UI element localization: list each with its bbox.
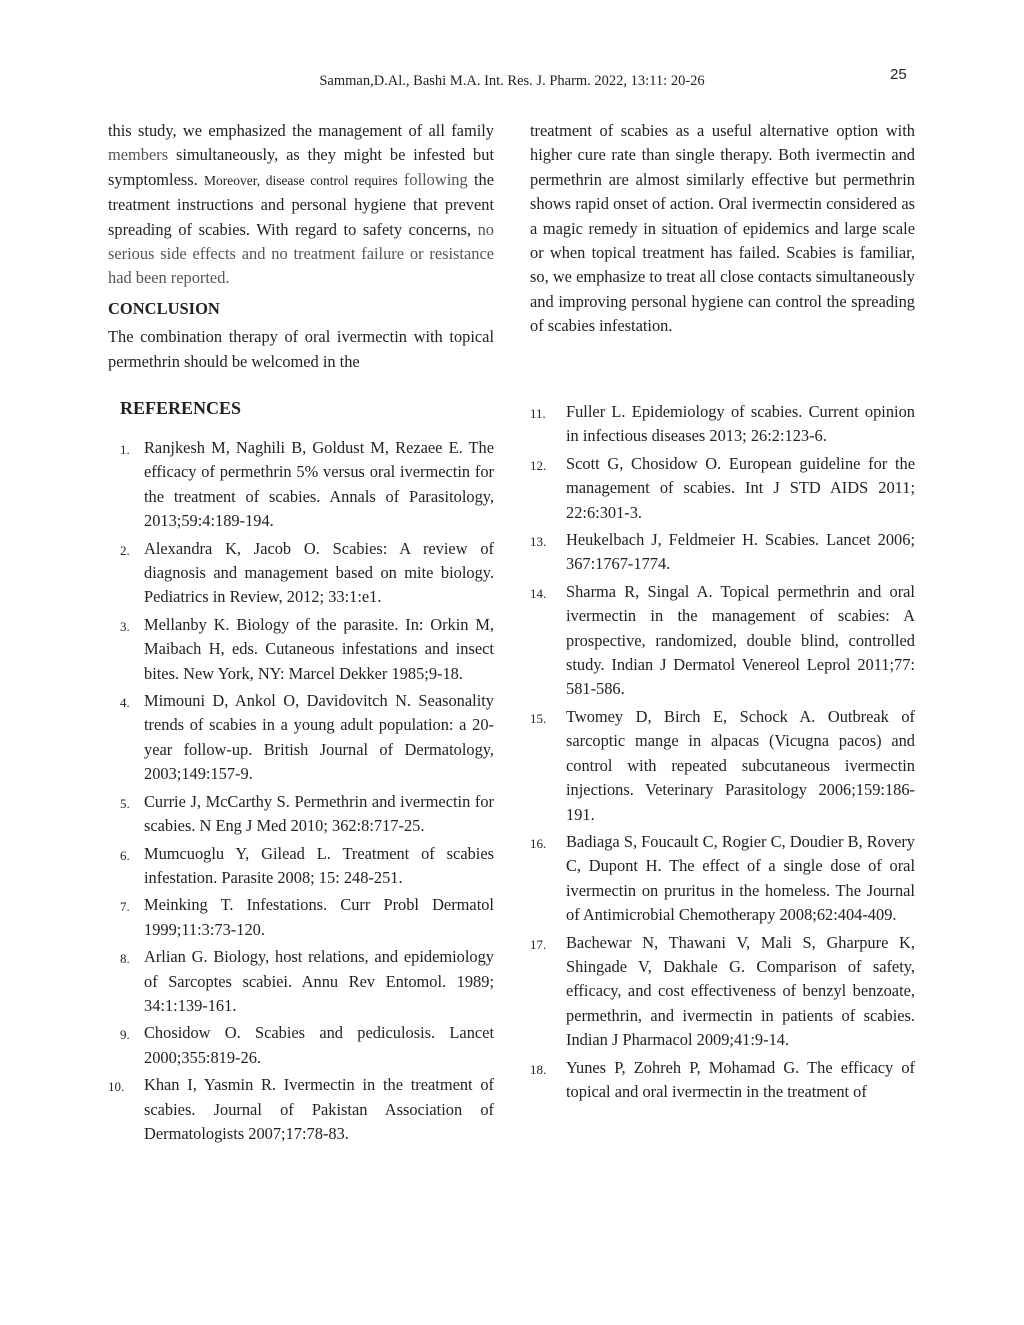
right-column-body	[530, 119, 915, 339]
reference-text: Ranjkesh M, Naghili B, Goldust M, Rezaee E. The efficacy of permethrin 5% versus oral ivermectin for the treatment of scabies. Annals of Parasitology, 2013;59:4:189-194.	[144, 438, 494, 531]
references-list-right	[530, 400, 915, 1107]
reference-number: 15.	[530, 710, 547, 726]
reference-text: Meinking T. Infestations. Curr Probl Dermatol 1999;11:3:73-120.	[144, 895, 494, 939]
reference-item	[108, 945, 494, 1018]
reference-number: 10.	[108, 1079, 125, 1095]
reference-number: 8.	[120, 951, 130, 967]
reference-number: 18.	[530, 1061, 547, 1077]
reference-item	[530, 580, 915, 702]
reference-item	[530, 452, 915, 525]
reference-item	[108, 436, 494, 534]
reference-item	[108, 1021, 494, 1070]
reference-number: 11.	[530, 406, 546, 421]
reference-text: Arlian G. Biology, host relations, and epidemiology of Sarcoptes scabiei. Annu Rev Entomol. 1989; 34:1:139-161.	[144, 947, 494, 1015]
reference-item	[530, 931, 915, 1053]
reference-text: Khan I, Yasmin R. Ivermectin in the treatment of scabies. Journal of Pakistan Association of Dermatologists 2007;17:78-83.	[144, 1075, 494, 1143]
reference-item	[530, 1056, 915, 1105]
reference-item	[108, 689, 494, 787]
reference-text: Chosidow O. Scabies and pediculosis. Lancet 2000;355:819-26.	[144, 1023, 494, 1067]
reference-number: 1.	[120, 442, 130, 457]
reference-item	[530, 528, 915, 577]
references-heading: REFERENCES	[120, 398, 242, 418]
reference-number: 13.	[530, 534, 547, 550]
reference-text: Badiaga S, Foucault C, Rogier C, Doudier B, Rovery C, Dupont H. The effect of a single dose of oral ivermectin on pruritus in the homeless. The Journal of Antimicrobial Chemotherapy 2008;62:404-409.	[566, 831, 915, 925]
reference-number: 2.	[120, 542, 130, 558]
reference-text: Mellanby K. Biology of the parasite. In: Orkin M, Maibach H, eds. Cutaneous infestations and insect bites. New York, NY: Marcel Dekker 1985;9-18.	[144, 614, 494, 683]
reference-text: Sharma R, Singal A. Topical permethrin and oral ivermectin in the management of scabies: A prospective, randomized, double blind, controlled study. Indian J Dermatol Venereol Leprol 2011;77: 581-586.	[566, 581, 915, 699]
reference-number: 14.	[530, 585, 547, 601]
reference-number: 12.	[530, 457, 547, 473]
reference-number: 9.	[120, 1027, 130, 1043]
reference-number: 3.	[120, 618, 130, 634]
reference-text: Alexandra K, Jacob O. Scabies: A review of diagnosis and management based on mite biology. Pediatrics in Review, 2012; 33:1:e1.	[144, 538, 494, 607]
reference-text: Fuller L. Epidemiology of scabies. Current opinion in infectious diseases 2013; 26:2:123-6.	[566, 402, 915, 446]
reference-item	[530, 705, 915, 827]
reference-item	[108, 790, 494, 839]
reference-item	[108, 893, 494, 942]
reference-number: 17.	[530, 936, 547, 952]
reference-text: Mimouni D, Ankol O, Davidovitch N. Seasonality trends of scabies in a young adult population: a 20-year follow-up. British Journal of Dermatology, 2003;149:157-9.	[144, 691, 494, 784]
reference-item	[530, 830, 915, 928]
references-list-left	[108, 436, 494, 1149]
reference-text: Mumcuoglu Y, Gilead L. Treatment of scabies infestation. Parasite 2008; 15: 248-251.	[144, 843, 494, 887]
conclusion-continued-paragraph: treatment of scabies as a useful alternative option with higher cure rate than single therapy. Both ivermectin and permethrin are almost similarly effective but permethrin shows rapid onset of action. Oral ivermectin considered as a magic remedy in situation of epidemics and large scale or when topical treatment has failed. Scabies is familiar, so, we emphasize to treat all close contacts simultaneously and improving personal hygiene can control the spreading of scabies infestation.	[530, 121, 915, 336]
running-header: Samman,D.Al., Bashi M.A. Int. Res. J. Pharm. 2022, 13:11: 20-26	[319, 73, 705, 89]
reference-number: 7.	[120, 899, 130, 915]
reference-text: Yunes P, Zohreh P, Mohamad G. The efficacy of topical and oral ivermectin in the treatment of	[566, 1057, 915, 1101]
reference-number: 5.	[120, 795, 130, 811]
reference-text: Twomey D, Birch E, Schock A. Outbreak of sarcoptic mange in alpacas (Vicugna pacos) and control with repeated subcutaneous ivermectin injections. Veterinary Parasitology 2006;159:186-191.	[566, 706, 915, 824]
reference-text: Scott G, Chosidow O. European guideline for the management of scabies. Int J STD AIDS 2011; 22:6:301-3.	[566, 453, 915, 522]
reference-text: Currie J, McCarthy S. Permethrin and ivermectin for scabies. N Eng J Med 2010; 362:8:717-25.	[144, 791, 494, 836]
reference-item	[108, 537, 494, 610]
reference-item	[108, 613, 494, 686]
reference-number: 16.	[530, 835, 547, 851]
reference-item	[108, 842, 494, 891]
left-column-body	[108, 119, 494, 374]
reference-number: 6.	[120, 847, 130, 863]
discussion-paragraph: this study, we emphasized the management of all family members simultaneously, as they might be infested but symptomless. Moreover, disease control requires following the treatment instructions and personal hygiene that prevent spreading of scabies. With regard to safety concerns, no serious side effects and no treatment failure or resistance had been reported.	[108, 121, 494, 288]
reference-number: 4.	[120, 695, 130, 711]
reference-text: Bachewar N, Thawani V, Mali S, Gharpure K, Shingade V, Dakhale G. Comparison of safety, efficacy, and cost effectiveness of benzyl benzoate, permethrin, and ivermectin in patients of scabies. Indian J Pharmacol 2009;41:9-14.	[566, 932, 915, 1050]
reference-text: Heukelbach J, Feldmeier H. Scabies. Lancet 2006; 367:1767-1774.	[566, 530, 915, 574]
reference-item	[108, 1073, 494, 1146]
page-number: 25	[890, 66, 907, 83]
reference-item	[530, 400, 915, 449]
conclusion-paragraph: The combination therapy of oral ivermectin with topical permethrin should be welcomed in the	[108, 327, 494, 371]
conclusion-heading: CONCLUSION	[108, 298, 220, 318]
